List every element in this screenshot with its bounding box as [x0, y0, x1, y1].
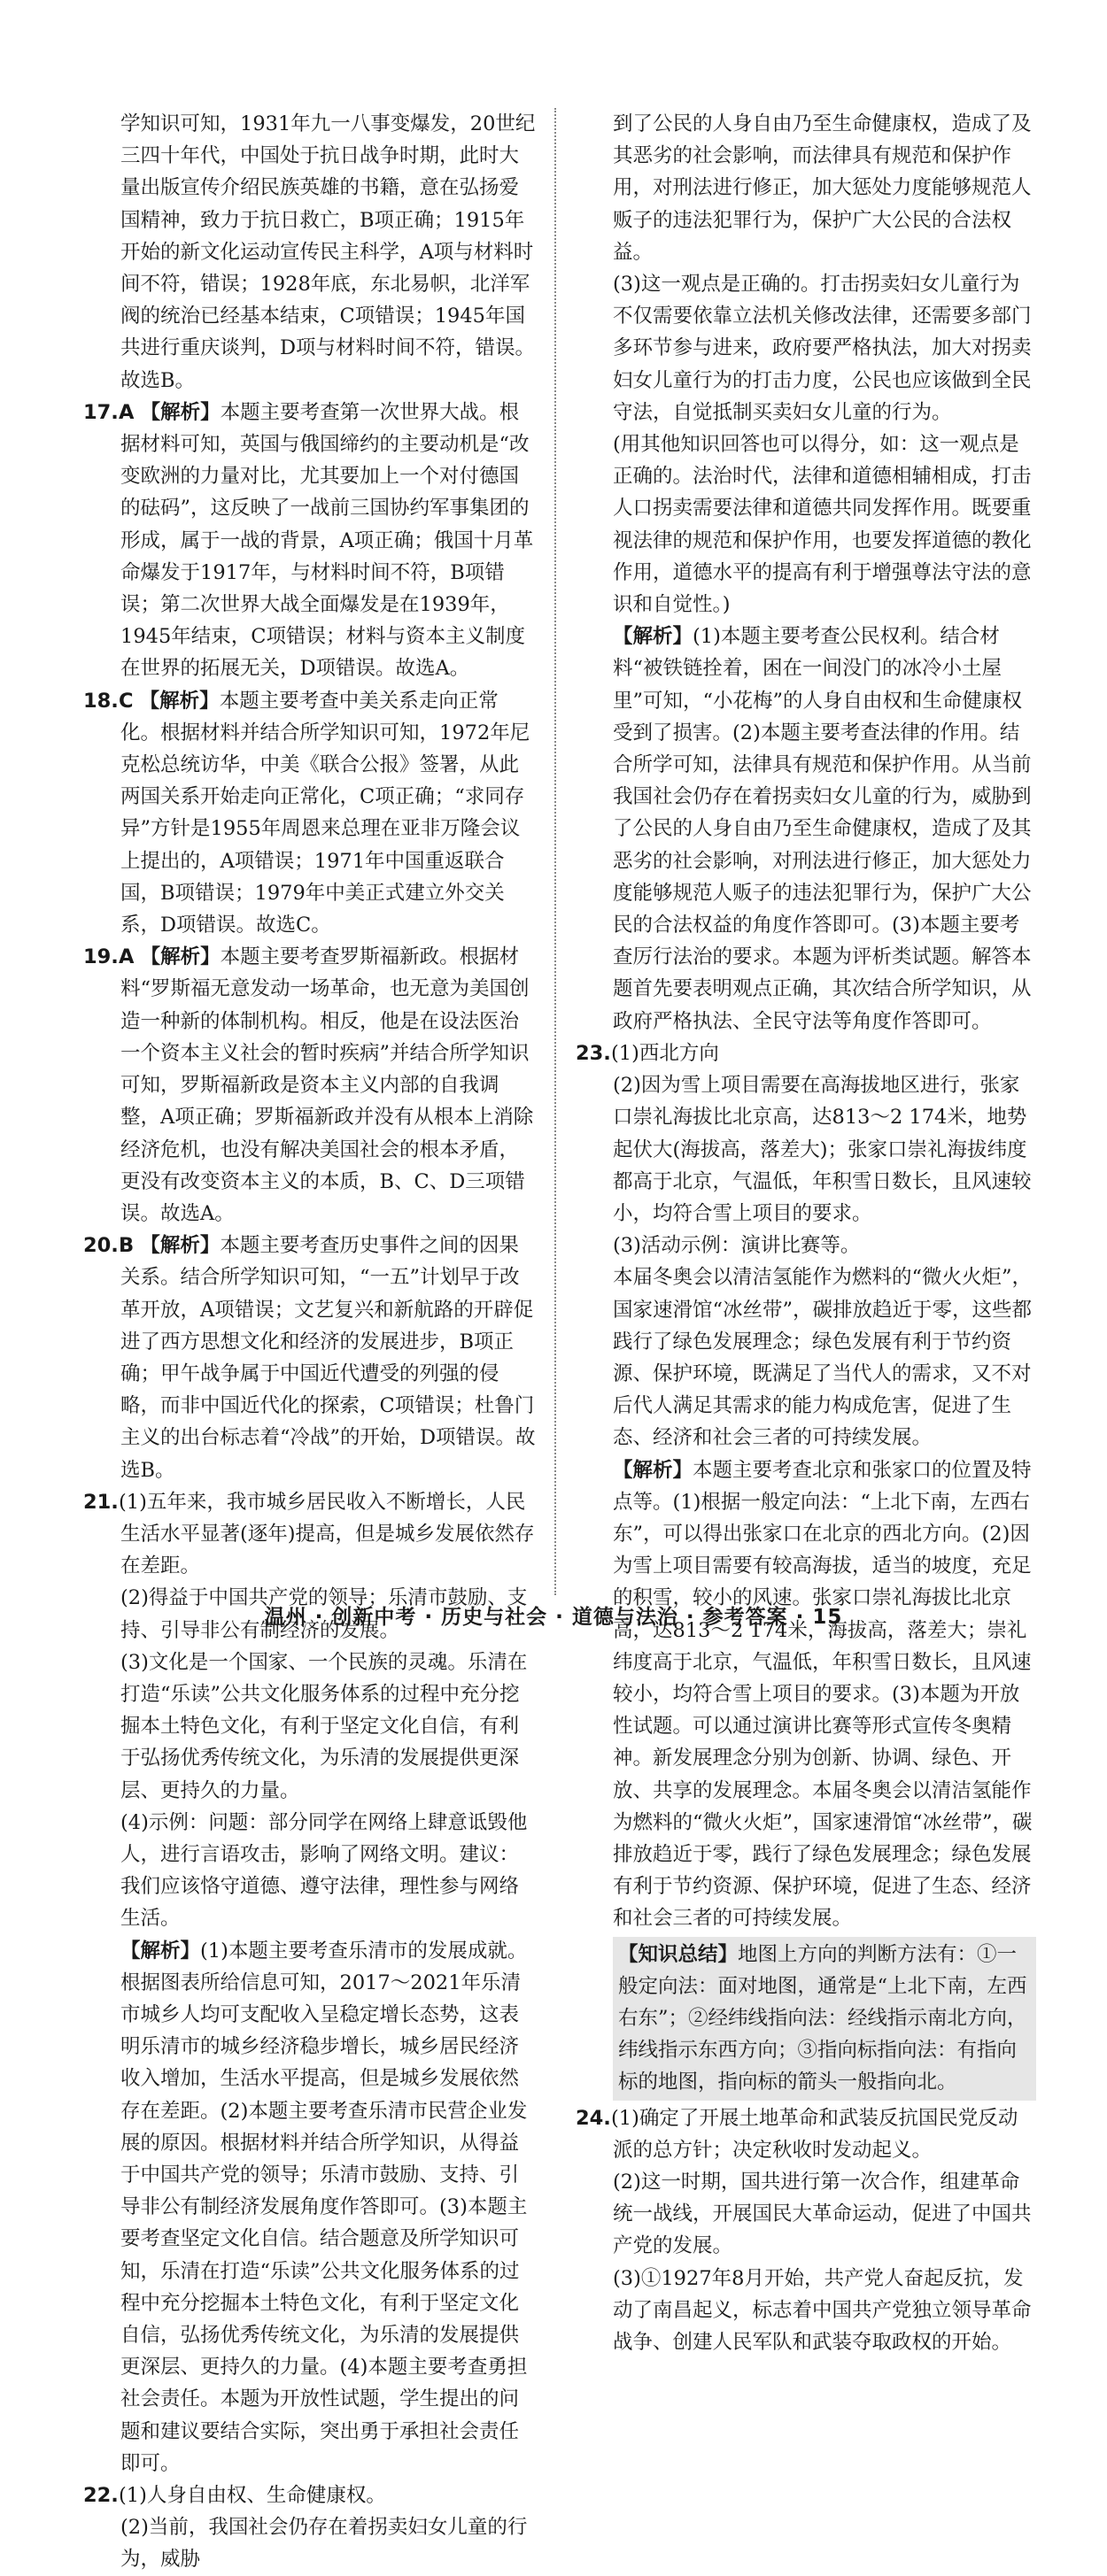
q20-analysis-tag: 【解析】 — [140, 1234, 221, 1258]
q24-number: 24. — [576, 2106, 611, 2130]
q22-alternative: (用其他知识回答也可以得分，如：这一观点是正确的。法治时代，法律和道德相辅相成，打击人口拐卖需要法律和道德共同发挥作用。既要重视法律的规范和保护作用，也要发挥道德的教化作用，道德水平的提高有利于增强尊法守法的意识和自觉性。) — [613, 433, 1032, 617]
q19-number: 19. — [83, 945, 119, 969]
q21-answer-2: (2)得益于中国共产党的领导；乐清市鼓励、支持、引导非公有制经济的发展。 — [120, 1586, 528, 1642]
q22-continued — [577, 108, 1036, 1037]
knowledge-summary-tag: 【知识总结】 — [618, 1942, 739, 1966]
q22-number: 22. — [83, 2484, 119, 2508]
q18-number: 18. — [83, 689, 119, 713]
q22-answer-1: 22.(1)人身自由权、生命健康权。 — [120, 2480, 537, 2511]
q23-analysis: 本题主要考查北京和张家口的位置及特点等。(1)根据一般定向法：“上北下南，左西右东”，可以得出张家口在北京的西北方向。(2)因为雪上项目需要有较高海拔，适当的坡度，充足的积雪，较小的风速。张家口崇礼海拔比北京高，达813～2 174米，海拔高，落差大；崇礼纬度高于北京，气温低，年积雪日数长，且风速较小，均符合雪上项目的要求。(3)本题为开放性试题。可以通过演讲比赛等形式宣传冬奥精神。新发展理念分别为创新、协调、绿色、开放、共享的发展理念。本届冬奥会以清洁氢能作为燃料的“微火火炬”，国家速滑馆“冰丝带”，碳排放趋近于零，践行了绿色发展理念；绿色发展有利于节约资源、保护环境，促进了生态、经济和社会三者的可持续发展。 — [613, 1458, 1033, 1931]
q22-answer-3: (3)这一观点是正确的。打击拐卖妇女儿童行为不仅需要依靠立法机关修改法律，还需要多部门多环节参与进来，政府要严格执法，加大对拐卖妇女儿童行为的打击力度，公民也应该做到全民守法，自觉抵制买卖妇女儿童的行为。 — [613, 273, 1032, 424]
q18-item — [85, 685, 537, 942]
knowledge-summary-text: 地图上方向的判断方法有：①一般定向法：面对地图，通常是“上北下南，左西右东”；②经纬线指向法：经线指示南北方向，纬线指示东西方向；③指向标指向法：有指向标的地图，指向标的箭头一般指向北。 — [618, 1942, 1027, 2094]
q21-analysis-block — [120, 1935, 537, 2480]
q23-knowledge-summary — [613, 1937, 1036, 2101]
q19-answer: A — [119, 945, 135, 969]
q21-answer-1: 21.(1)五年来，我市城乡居民收入不断增长，人民生活水平显著(逐年)提高，但是城乡发展依然存在差距。 — [120, 1486, 537, 1583]
q17-item — [85, 397, 537, 685]
q18-answer: C — [119, 689, 134, 713]
q23-answer-3-detail: 本届冬奥会以清洁氢能作为燃料的“微火火炬”，国家速滑馆“冰丝带”，碳排放趋近于零，这些都践行了绿色发展理念；绿色发展有利于节约资源、保护环境，既满足了当代人的需求，又不对后代人满足其需求的能力构成危害，促进了生态、经济和社会三者的可持续发展。 — [613, 1266, 1033, 1450]
q23-item — [577, 1037, 1036, 2101]
q20-answer: B — [119, 1234, 135, 1258]
q24-item — [577, 2102, 1036, 2359]
q23-number: 23. — [576, 1041, 611, 1065]
left-column — [85, 108, 537, 2576]
q16-continued-text: 学知识可知，1931年九一八事变爆发，20世纪三四十年代，中国处于抗日战争时期，此时大量出版宣传介绍民族英雄的书籍，意在弘扬爱国精神，致力于抗日救亡，B项正确；1915年开始的新文化运动宣传民主科学，A项与材料时间不符，错误；1928年底，东北易帜，北洋军阀的统治已经基本结束，C项错误；1945年国共进行重庆谈判，D项与材料时间不符，错误。故选B。 — [120, 112, 536, 392]
q22-answer-2-start: (2)当前，我国社会仍存在着拐卖妇女儿童的行为，威胁 — [120, 2516, 528, 2572]
q22-analysis-block — [613, 621, 1036, 1037]
q23-answer-1: 23.(1)西北方向 — [613, 1037, 1036, 1069]
q23-answer-3: (3)活动示例：演讲比赛等。 — [613, 1234, 861, 1258]
q22-analysis: (1)本题主要考查公民权利。结合材料“被铁链拴着，困在一间没门的冰冷小土屋里”可知，“小花梅”的人身自由权和生命健康权受到了损害。(2)本题主要考查法律的作用。结合所学可知，法律具有规范和保护作用。从当前我国社会仍存在着拐卖妇女儿童的行为，威胁到了公民的人身自由乃至生命健康权，造成了及其恶劣的社会影响，对刑法进行修正，加大惩处力度能够规范人贩子的违法犯罪行为，保护广大公民的合法权益的角度作答即可。(3)本题主要考查厉行法治的要求。本题为评析类试题。解答本题首先要表明观点正确，其次结合所学知识，从政府严格执法、全民守法等角度作答即可。 — [613, 625, 1032, 1033]
q23-analysis-block — [613, 1454, 1036, 1935]
q17-number: 17. — [83, 400, 119, 424]
q21-number: 21. — [83, 1490, 119, 1514]
q23-answer-2: (2)因为雪上项目需要在高海拔地区进行，张家口崇礼海拔比北京高，达813～2 174米，地势起伏大(海拔高，落差大)；张家口崇礼海拔纬度都高于北京，气温低，年积雪日数长，且风速较小，均符合雪上项目的要求。 — [613, 1074, 1032, 1225]
q21-answer-3: (3)文化是一个国家、一个民族的灵魂。乐清在打造“乐读”公共文化服务体系的过程中充分挖掘本土特色文化，有利于坚定文化自信，有利于弘扬优秀传统文化，为乐清的发展提供更深层、更持久的力量。 — [120, 1650, 528, 1802]
q22-item — [85, 2480, 537, 2576]
q17-answer: A — [119, 400, 135, 424]
q20-item — [85, 1230, 537, 1486]
q24-answer-2: (2)这一时期，国共进行第一次合作，组建革命统一战线，开展国民大革命运动，促进了中国共产党的发展。 — [613, 2171, 1032, 2258]
q23-analysis-tag: 【解析】 — [613, 1458, 693, 1482]
q22-answer-2-cont: 到了公民的人身自由乃至生命健康权，造成了及其恶劣的社会影响，而法律具有规范和保护作用，对刑法进行修正，加大惩处力度能够规范人贩子的违法犯罪行为，保护广大公民的合法权益。 — [613, 112, 1032, 264]
page-footer: 温州 · 创新中考 · 历史与社会 · 道德与法治 · 参考答案 · 15 — [264, 1606, 843, 1629]
q20-number: 20. — [83, 1234, 119, 1258]
q20-analysis: 本题主要考查历史事件之间的因果关系。结合所学知识可知，“一五”计划早于改革开放，A项错误；文艺复兴和新航路的开辟促进了西方思想文化和经济的发展进步，B项正确；甲午战争属于中国近代遭受的列强的侵略，而非中国近代化的探索，C项错误；杜鲁门主义的出台标志着“冷战”的开始，D项错误。故选B。 — [120, 1234, 536, 1482]
q24-answer-1: 24.(1)确定了开展土地革命和武装反抗国民党反动派的总方针；决定秋收时发动起义。 — [613, 2102, 1036, 2166]
q21-analysis: (1)本题主要考查乐清市的发展成就。根据图表所给信息可知，2017～2021年乐清市城乡人均可支配收入呈稳定增长态势，这表明乐清市的城乡经济稳步增长，城乡居民经济收入增加，生活水平提高，但是城乡发展依然存在差距。(2)本题主要考查乐清市民营企业发展的原因。根据材料并结合所学知识，从得益于中国共产党的领导；乐清市鼓励、支持、引导非公有制经济发展角度作答即可。(3)本题主要考查坚定文化自信。结合题意及所学知识可知，乐清在打造“乐读”公共文化服务体系的过程中充分挖掘本土特色文化，有利于坚定文化自信，弘扬优秀传统文化，为乐清的发展提供更深层、更持久的力量。(4)本题主要考查勇担社会责任。本题为开放性试题，学生提出的问题和建议要结合实际，突出勇于承担社会责任即可。 — [120, 1939, 528, 2475]
column-divider — [554, 108, 556, 1595]
q18-analysis-tag: 【解析】 — [139, 689, 220, 713]
right-column — [577, 108, 1036, 2358]
q21-answer-4: (4)示例：问题：部分同学在网络上肆意诋毁他人，进行言语攻击，影响了网络文明。建议：我们应该恪守道德、遵守法律，理性参与网络生活。 — [120, 1810, 528, 1931]
q19-analysis: 本题主要考查罗斯福新政。根据材料“罗斯福无意发动一场革命，也无意为美国创造一种新的体制机构。相反，他是在设法医治一个资本主义社会的暂时疾病”并结合所学知识可知，罗斯福新政是资本主义内部的自我调整，A项正确；罗斯福新政并没有从根本上消除经济危机，也没有解决美国社会的根本矛盾，更没有改变资本主义的本质，B、C、D三项错误。故选A。 — [120, 945, 534, 1225]
q17-analysis: 本题主要考查第一次世界大战。根据材料可知，英国与俄国缔约的主要动机是“改变欧洲的力量对比，尤其要加上一个对付德国的砝码”，这反映了一战前三国协约军事集团的形成，属于一战的背景，A项正确；俄国十月革命爆发于1917年，与材料时间不符，B项错误；第二次世界大战全面爆发是在1939年，1945年结束，C项错误；材料与资本主义制度在世界的拓展无关，D项错误。故选A。 — [120, 400, 534, 681]
q19-analysis-tag: 【解析】 — [140, 945, 221, 969]
q21-analysis-tag: 【解析】 — [120, 1939, 201, 1963]
q19-item — [85, 941, 537, 1230]
q21-item — [85, 1486, 537, 2480]
q24-answer-3: (3)①1927年8月开始，共产党人奋起反抗，发动了南昌起义，标志着中国共产党独立领导革命战争、创建人民军队和武装夺取政权的开始。 — [613, 2266, 1032, 2355]
q18-analysis: 本题主要考查中美关系走向正常化。根据材料并结合所学知识可知，1972年尼克松总统访华，中美《联合公报》签署，从此两国关系开始走向正常化，C项正确；“求同存异”方针是1955年周恩来总理在亚非万隆会议上提出的，A项错误；1971年中国重返联合国，B项错误；1979年中美正式建立外交关系，D项错误。故选C。 — [120, 689, 530, 937]
q22-analysis-tag: 【解析】 — [613, 625, 693, 649]
q17-analysis-tag: 【解析】 — [140, 400, 221, 424]
